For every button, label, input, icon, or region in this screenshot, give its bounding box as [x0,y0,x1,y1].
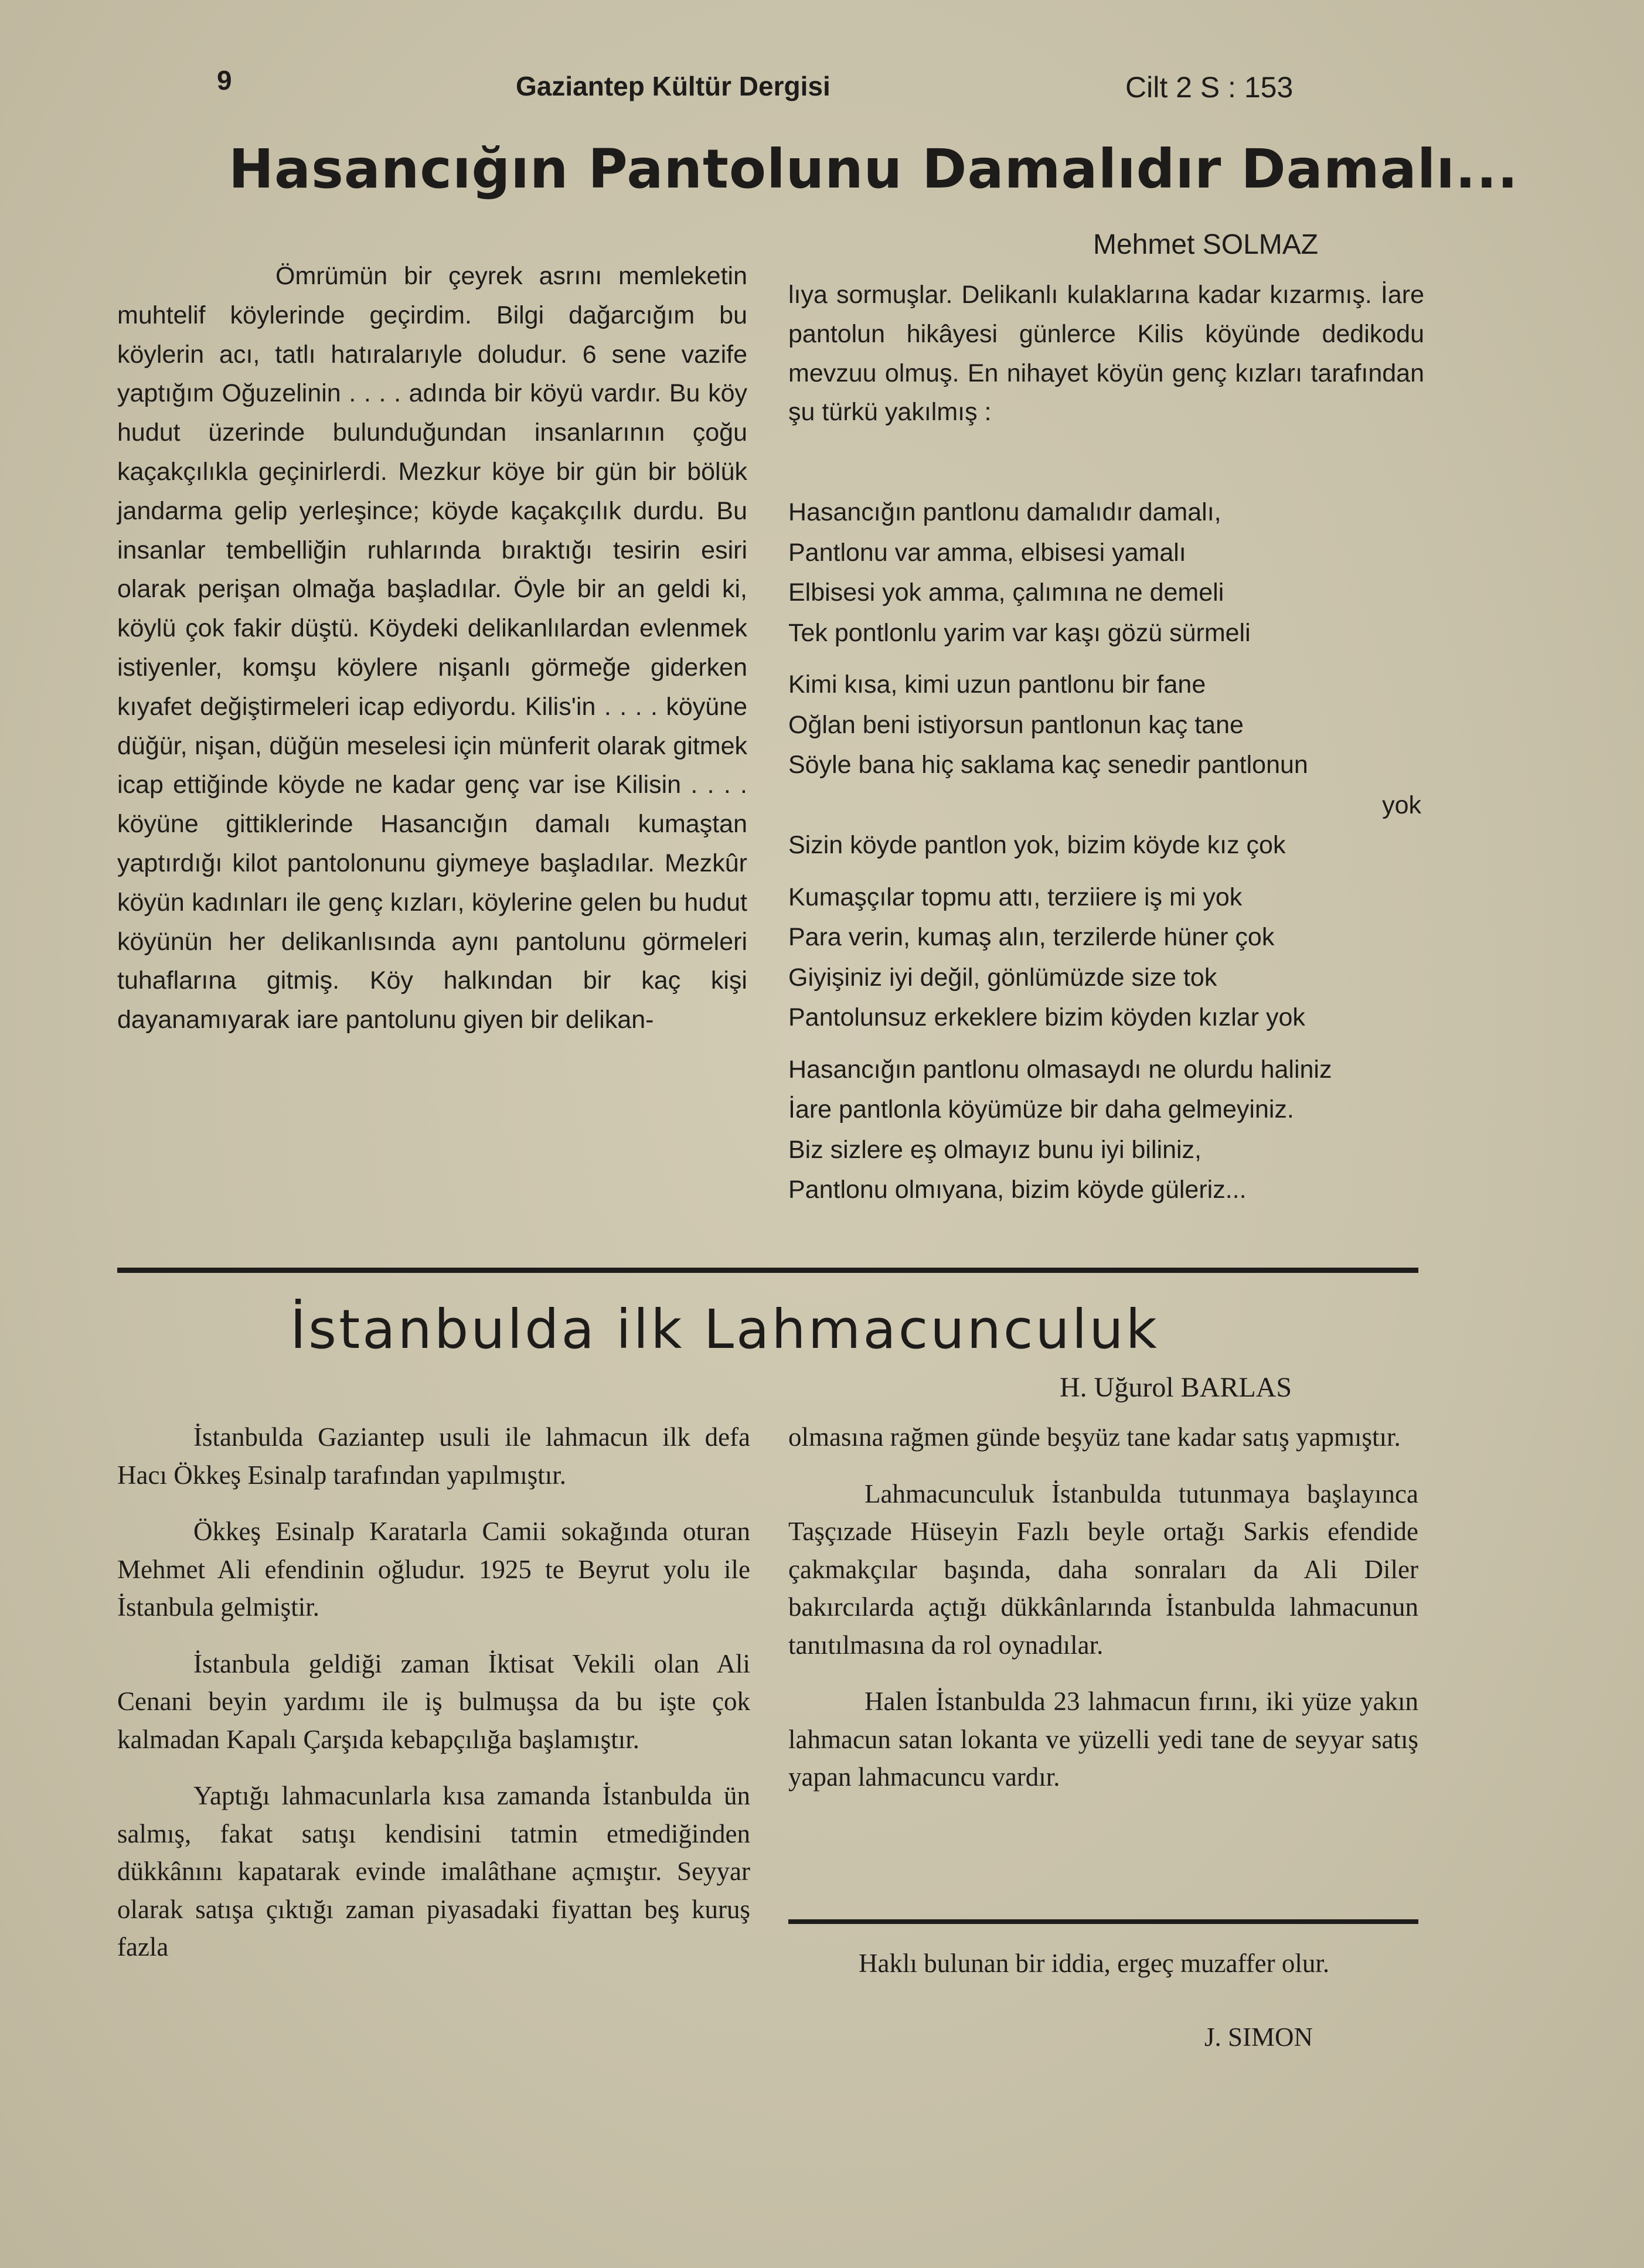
poem-line: Hasancığın pantlonu olmasaydı ne olurdu haliniz [788,1055,1332,1084]
poem-line: Tek pontlonlu yarim var kaşı gözü sürmeli [788,618,1251,647]
poem-line: Pantlonu var amma, elbisesi yamalı [788,538,1186,567]
poem-line: İare pantlonla köyümüze bir daha gelmeyiniz. [788,1095,1294,1123]
page-header [211,64,1360,111]
poem-stanza [788,665,1427,866]
article2-paragraph: Yaptığı lahmacunlarla kısa zamanda İstanbulda ün salmış, fakat satışı kendisini tatmin etmediğinden dükkânını kapatarak evinde imalâthane açmıştır. Seyyar olarak satışa çıktığı zaman piyasadaki fiyattan beş kuruş fazla [117,1781,750,1961]
folk-song-poem [788,492,1427,1222]
poem-line: Kumaşçılar topmu attı, terziiere iş mi yok [788,883,1243,911]
article2-author: H. Uğurol BARLAS [1060,1372,1292,1403]
quote-divider [788,1919,1418,1924]
poem-line-continuation: yok [1382,791,1421,819]
poem-line: Oğlan beni istiyorsun pantlonun kaç tane [788,710,1244,739]
poem-line: Sizin köyde pantlon yok, bizim köyde kız çok [788,831,1286,859]
article2-paragraph: Halen İstanbulda 23 lahmacun fırını, iki yüze yakın lahmacun satan lokanta ve yüzelli yedi tane de seyyar satış yapan lahmacuncu vardır. [788,1687,1418,1792]
poem-line: Hasancığın pantlonu damalıdır damalı, [788,498,1221,526]
article2-title: İstanbulda ilk Lahmacunculuk [290,1298,1159,1361]
poem-line: Kimi kısa, kimi uzun pantlonu bir fane [788,670,1206,699]
article2-paragraph: İstanbula geldiği zaman İktisat Vekili olan Ali Cenani beyin yardımı ile iş bulmuşsa da bu işte çok kalmadan Kapalı Çarşıda kebapçılığa başlamıştır. [117,1649,750,1754]
article1-left-column [117,257,747,1040]
volume-issue: Cilt 2 S : 153 [1125,71,1294,104]
poem-line: Biz sizlere eş olmayız bunu iyi biliniz, [788,1135,1201,1164]
article1-author: Mehmet SOLMAZ [1093,229,1319,260]
article2-paragraph: olmasına rağmen günde beşyüz tane kadar satış yapmıştır. [788,1422,1401,1452]
page-number: 9 [217,65,232,96]
article2-right-column [788,1418,1418,1815]
section-divider [117,1268,1418,1273]
poem-line: Elbisesi yok amma, çalımına ne demeli [788,578,1224,607]
poem-stanza [788,877,1427,1038]
article2-left-column [117,1418,750,1985]
article2-paragraph: İstanbulda Gaziantep usuli ile lahmacun ilk defa Hacı Ökkeş Esinalp tarafından yapılmıştır. [117,1422,750,1490]
article1-body-text: Ömrümün bir çeyrek asrını memleketin muhtelif köylerinde geçirdim. Bilgi dağarcığım bu köylerin acı, tatlı hatıralarıyle doludur. 6 sene vazife yaptığım Oğuzelinin . . . . adında bir köyü vardır. Bu köy hudut üzerinde bulunduğundan insanlarının çoğu kaçakçılıkla geçinirlerdi. Mezkur köye bir gün bir bölük jandarma gelip yerleşince; köyde kaçakçılık durdu. Bu insanlar tembelliğin ruhlarında bıraktığı tesirin esiri olarak perişan olmağa başladılar. Öyle bir an geldi ki, köylü çok fakir düştü. Köydeki delikanlılardan evlenmek istiyenler, komşu köylere nişanlı görmeğe giderken kıyafet değiştirmeleri icap ediyordu. Kilis'in . . . . köyüne düğür, nişan, düğün meselesi için münferit olarak gitmek icap ettiğinde köyde ne kadar genç var ise Kilisin . . . . köyüne gittiklerinde Hasancığın damalı kumaştan yaptırdığı kilot pantolonunu giymeye başladılar. Mezkûr köyün kadınları ile genç kızları, köylerine gelen bu hudut köyünün her delikanlısında aynı pantolunu görmeleri tuhaflarına gitmiş. Köy halkından bir kaç kişi dayanamıyarak iare pantolunu giyen bir delikan- [117,262,747,1034]
poem-line: Para verin, kumaş alın, terzilerde hüner çok [788,923,1275,951]
article1-intro-text: lıya sormuşlar. Delikanlı kulaklarına kadar kızarmış. İare pantolun hikâyesi günlerce Kilis köyünde dedikodu mevzuu olmuş. En nihayet köyün genç kızları tarafından şu türkü yakılmış : [788,281,1424,427]
article1-right-intro [788,275,1424,432]
poem-line: Pantolunsuz erkeklere bizim köyden kızlar yok [788,1003,1305,1031]
poem-stanza [788,492,1427,653]
article2-paragraph: Ökkeş Esinalp Karatarla Camii sokağında oturan Mehmet Ali efendinin oğludur. 1925 te Beyrut yolu ile İstanbula gelmiştir. [117,1517,750,1622]
poem-line: Giyişiniz iyi değil, gönlümüzde size tok [788,963,1217,992]
quote-author: J. SIMON [1204,2022,1313,2052]
journal-name: Gaziantep Kültür Dergisi [516,71,830,101]
poem-line: Söyle bana hiç saklama kaç senedir pantlonun [788,751,1308,779]
poem-line: Pantlonu olmıyana, bizim köyde güleriz... [788,1176,1247,1204]
poem-stanza [788,1050,1427,1210]
article2-paragraph: Lahmacunculuk İstanbulda tutunmaya başlayınca Taşçızade Hüseyin Fazlı beyle ortağı Sarkis efendide çakmakçılar başında, daha sonraları da Ali Diler bakırcılarda açtığı dükkânlarında İstanbulda lahmacunun tanıtılmasına da rol oynadılar. [788,1479,1418,1660]
article1-title: Hasancığın Pantolunu Damalıdır Damalı... [229,138,1519,200]
quote-text: Haklı bulunan bir iddia, ergeç muzaffer olur. [859,1949,1330,1978]
